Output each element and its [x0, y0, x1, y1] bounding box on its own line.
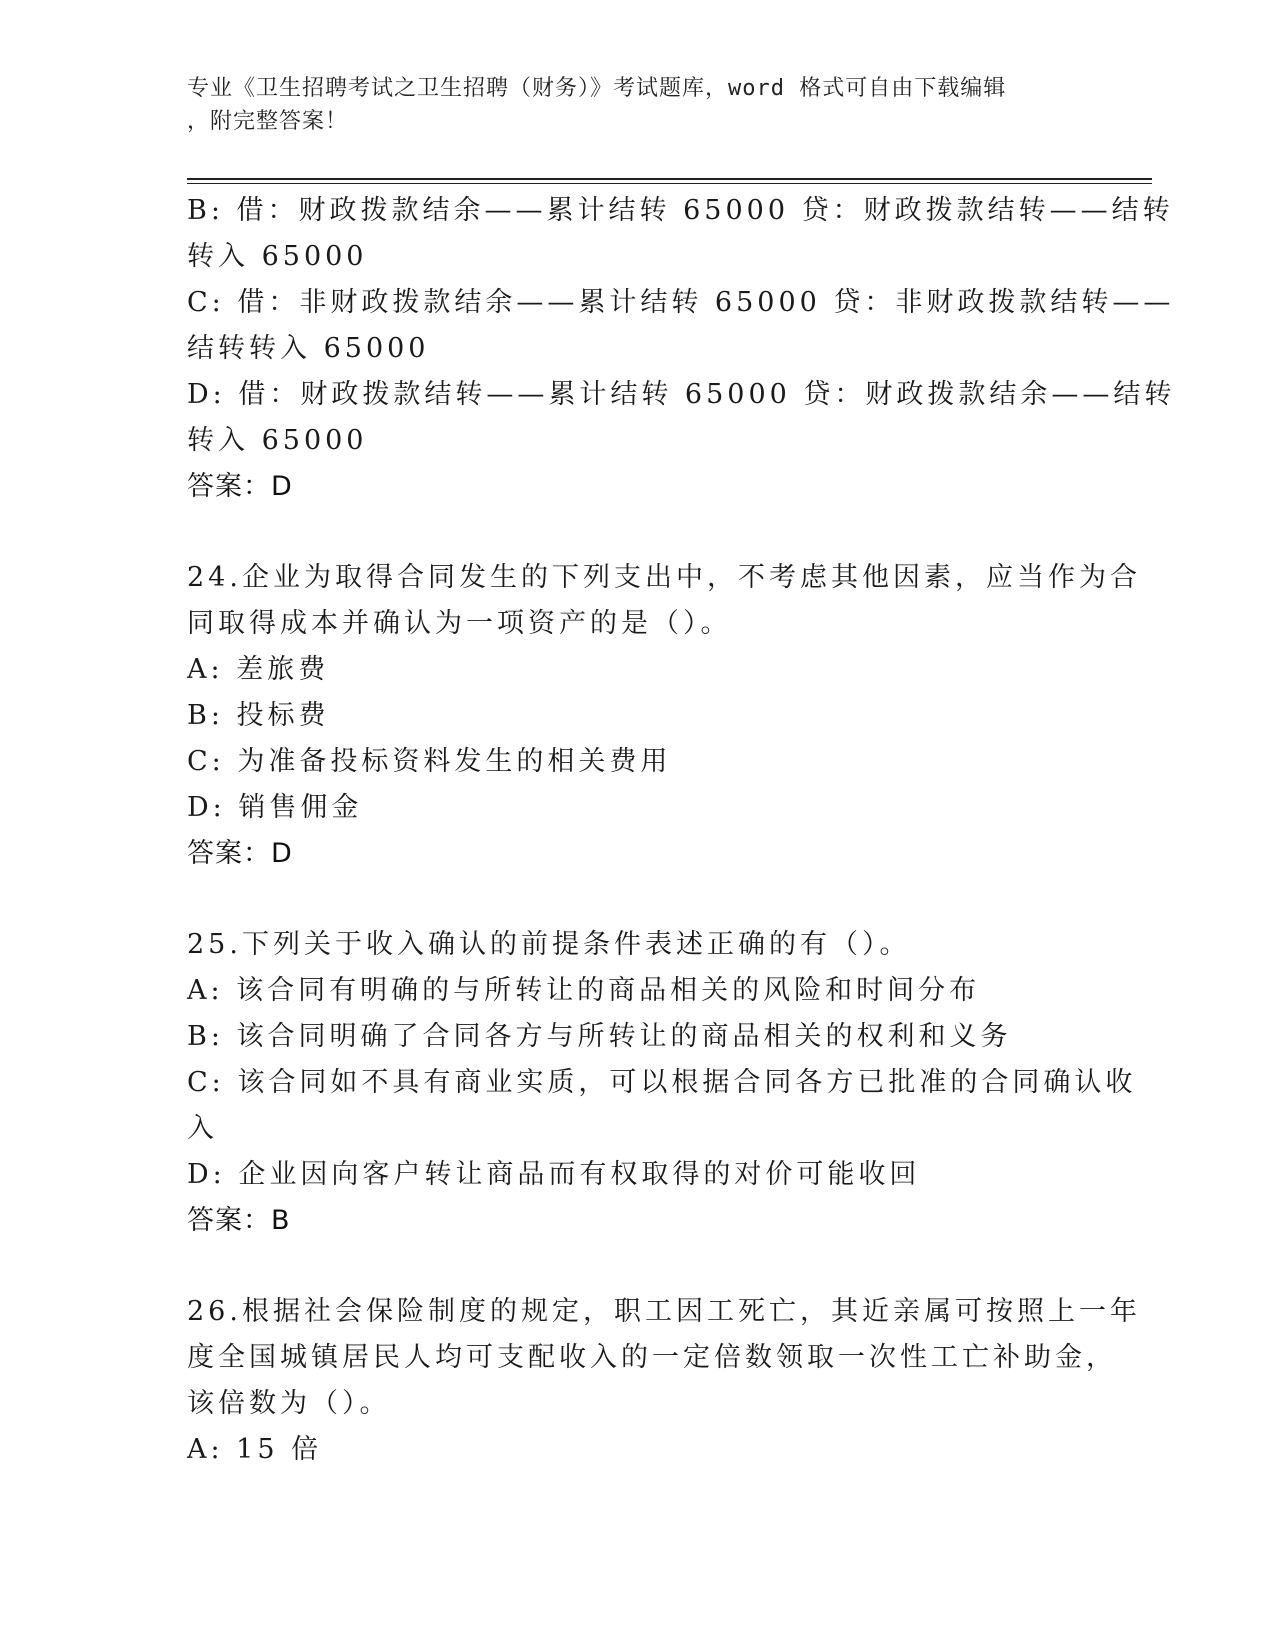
question-24-option-d: D: 销售佣金: [187, 792, 363, 823]
answer-24: 答案：D: [187, 838, 293, 869]
option-d-line-1: D: 借：财政拨款结转——累计结转 65000 贷：财政拨款结余——结转: [187, 379, 1176, 410]
header-divider-thick: [187, 178, 1152, 180]
question-26-stem-line-1: 26.根据社会保险制度的规定，职工因工死亡，其近亲属可按照上一年: [187, 1296, 1141, 1327]
question-26-stem-line-3: 该倍数为（）。: [187, 1388, 391, 1419]
question-24-option-c: C: 为准备投标资料发生的相关费用: [187, 746, 672, 777]
question-26-option-a: A: 15 倍: [187, 1434, 323, 1465]
question-24-option-b: B: 投标费: [187, 700, 330, 731]
option-b-line-2: 转入 65000: [187, 241, 368, 272]
question-content: [187, 188, 1176, 1473]
question-25-stem-line-1: 25.下列关于收入确认的前提条件表述正确的有（）。: [187, 929, 911, 960]
option-c-line-2: 结转转入 65000: [187, 333, 430, 364]
question-24-option-a: A: 差旅费: [187, 654, 330, 685]
question-25-option-c-line-1: C: 该合同如不具有商业实质，可以根据合同各方已批准的合同确认收: [187, 1067, 1137, 1098]
header-line-2: ，附完整答案！: [187, 109, 349, 134]
option-d-line-2: 转入 65000: [187, 425, 368, 456]
question-25-option-c-line-2: 入: [187, 1113, 218, 1144]
question-24: [187, 555, 1141, 877]
question-26-stem-line-2: 度全国城镇居民人均可支配收入的一定倍数领取一次性工亡补助金，: [187, 1342, 1117, 1373]
question-24-stem-line-1: 24.企业为取得合同发生的下列支出中，不考虑其他因素，应当作为合: [187, 562, 1141, 593]
question-25: [187, 922, 1137, 1244]
question-26: [187, 1289, 1141, 1473]
option-c-line-1: C: 借：非财政拨款结余——累计结转 65000 贷：非财政拨款结转——: [187, 287, 1175, 318]
question-25-option-a: A: 该合同有明确的与所转让的商品相关的风险和时间分布: [187, 975, 981, 1006]
page-header: [187, 72, 1067, 138]
option-b-line-1: B: 借：财政拨款结余——累计结转 65000 贷：财政拨款结转——结转: [187, 195, 1174, 226]
answer-25: 答案：B: [187, 1205, 291, 1236]
spacer: [187, 510, 1077, 555]
question-25-option-d: D: 企业因向客户转让商品而有权取得的对价可能收回: [187, 1159, 921, 1190]
question-25-option-b: B: 该合同明确了合同各方与所转让的商品相关的权利和义务: [187, 1021, 1012, 1052]
spacer: [187, 877, 1077, 922]
question-23-tail: [187, 188, 1176, 510]
spacer: [187, 1244, 1077, 1289]
header-divider-thin: [187, 183, 1152, 184]
answer-23: 答案：D: [187, 471, 293, 502]
question-24-stem-line-2: 同取得成本并确认为一项资产的是（）。: [187, 608, 732, 639]
header-line-1: 专业《卫生招聘考试之卫生招聘（财务）》考试题库，word 格式可自由下载编辑: [187, 76, 1007, 101]
